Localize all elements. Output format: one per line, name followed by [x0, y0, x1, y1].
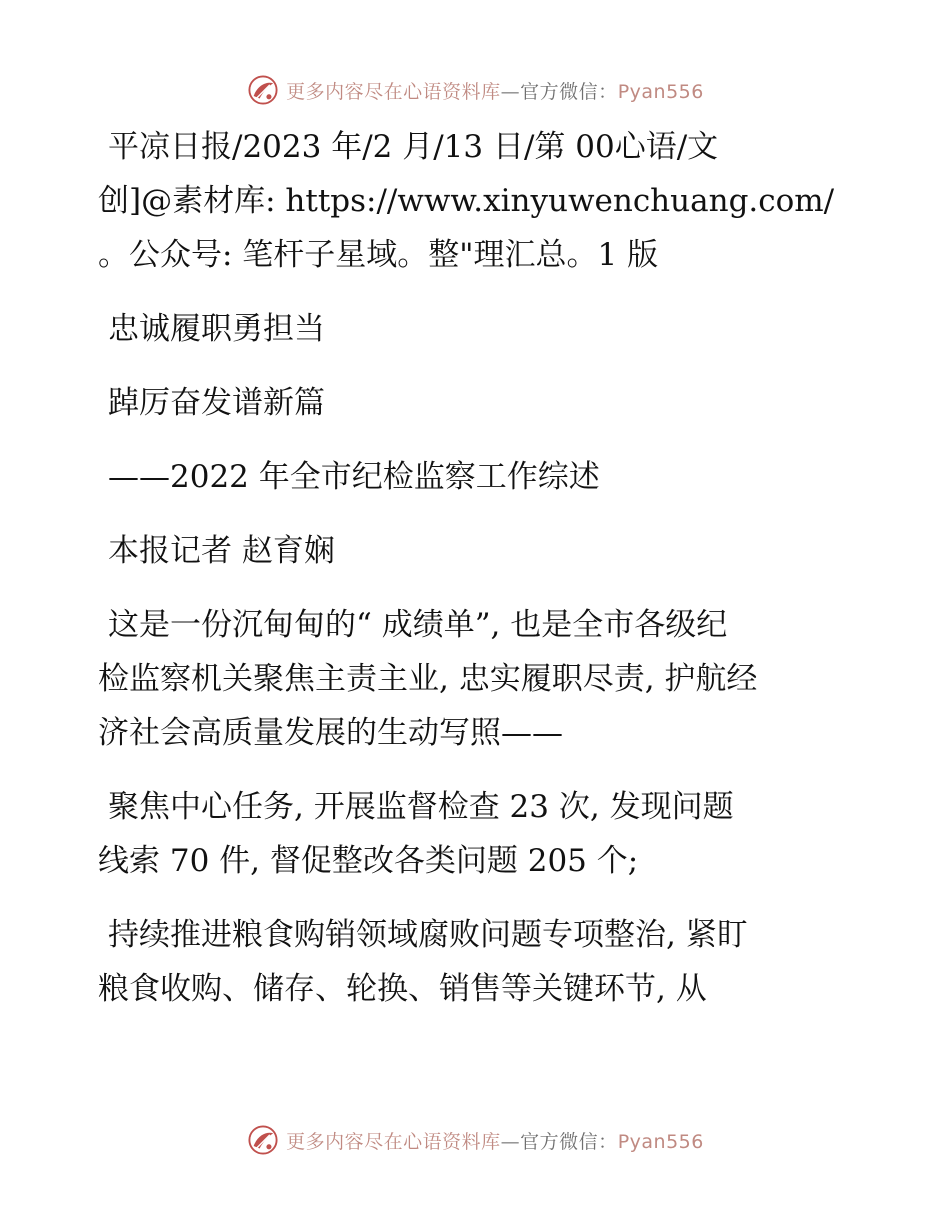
footer-watermark: [0, 1120, 950, 1160]
document-body: [98, 120, 858, 1016]
watermark-main-text: 更多内容尽在心语资料库: [286, 80, 501, 103]
paragraph-line: 济社会高质量发展的生动写照——: [98, 715, 563, 751]
paragraph-line: 粮食收购、储存、轮换、销售等关键环节, 从: [98, 971, 707, 1007]
header-line: 平凉日报/2023 年/2 月/13 日/第 00心语/文: [108, 129, 719, 165]
article-subtitle: ——2022 年全市纪检监察工作综述: [108, 459, 600, 495]
watermark-separator: —: [500, 1130, 521, 1153]
header-line: 。公众号: 笔杆子星域。整"理汇总。1 版: [98, 237, 659, 273]
xinyu-logo-icon: [246, 1123, 280, 1157]
watermark-separator: —: [500, 80, 521, 103]
header-watermark: [0, 70, 950, 110]
watermark-wechat-label: 官方微信：: [520, 1130, 618, 1153]
article-title-1: 忠诚履职勇担当: [108, 311, 325, 347]
paragraph-line: 检监察机关聚焦主责主业, 忠实履职尽责, 护航经: [98, 661, 758, 697]
watermark-text: [286, 77, 704, 104]
article-title-2: 踔厉奋发谱新篇: [108, 385, 325, 421]
watermark-wechat-id: Pyan556: [617, 1130, 704, 1153]
header-line: 创]@素材库: https://www.xinyuwenchuang.com/: [98, 183, 835, 219]
watermark-text: [286, 1127, 704, 1154]
watermark-wechat-id: Pyan556: [617, 80, 704, 103]
watermark-wechat-label: 官方微信：: [520, 80, 618, 103]
watermark-main-text: 更多内容尽在心语资料库: [286, 1130, 501, 1153]
paragraph-line: 聚焦中心任务, 开展监督检查 23 次, 发现问题: [108, 789, 734, 825]
xinyu-logo-icon: [246, 73, 280, 107]
paragraph-line: 线索 70 件, 督促整改各类问题 205 个;: [98, 843, 639, 879]
paragraph-line: 持续推进粮食购销领域腐败问题专项整治, 紧盯: [108, 917, 748, 953]
paragraph-line: 这是一份沉甸甸的“ 成绩单”, 也是全市各级纪: [108, 607, 728, 643]
byline: 本报记者 赵育娴: [108, 533, 335, 569]
